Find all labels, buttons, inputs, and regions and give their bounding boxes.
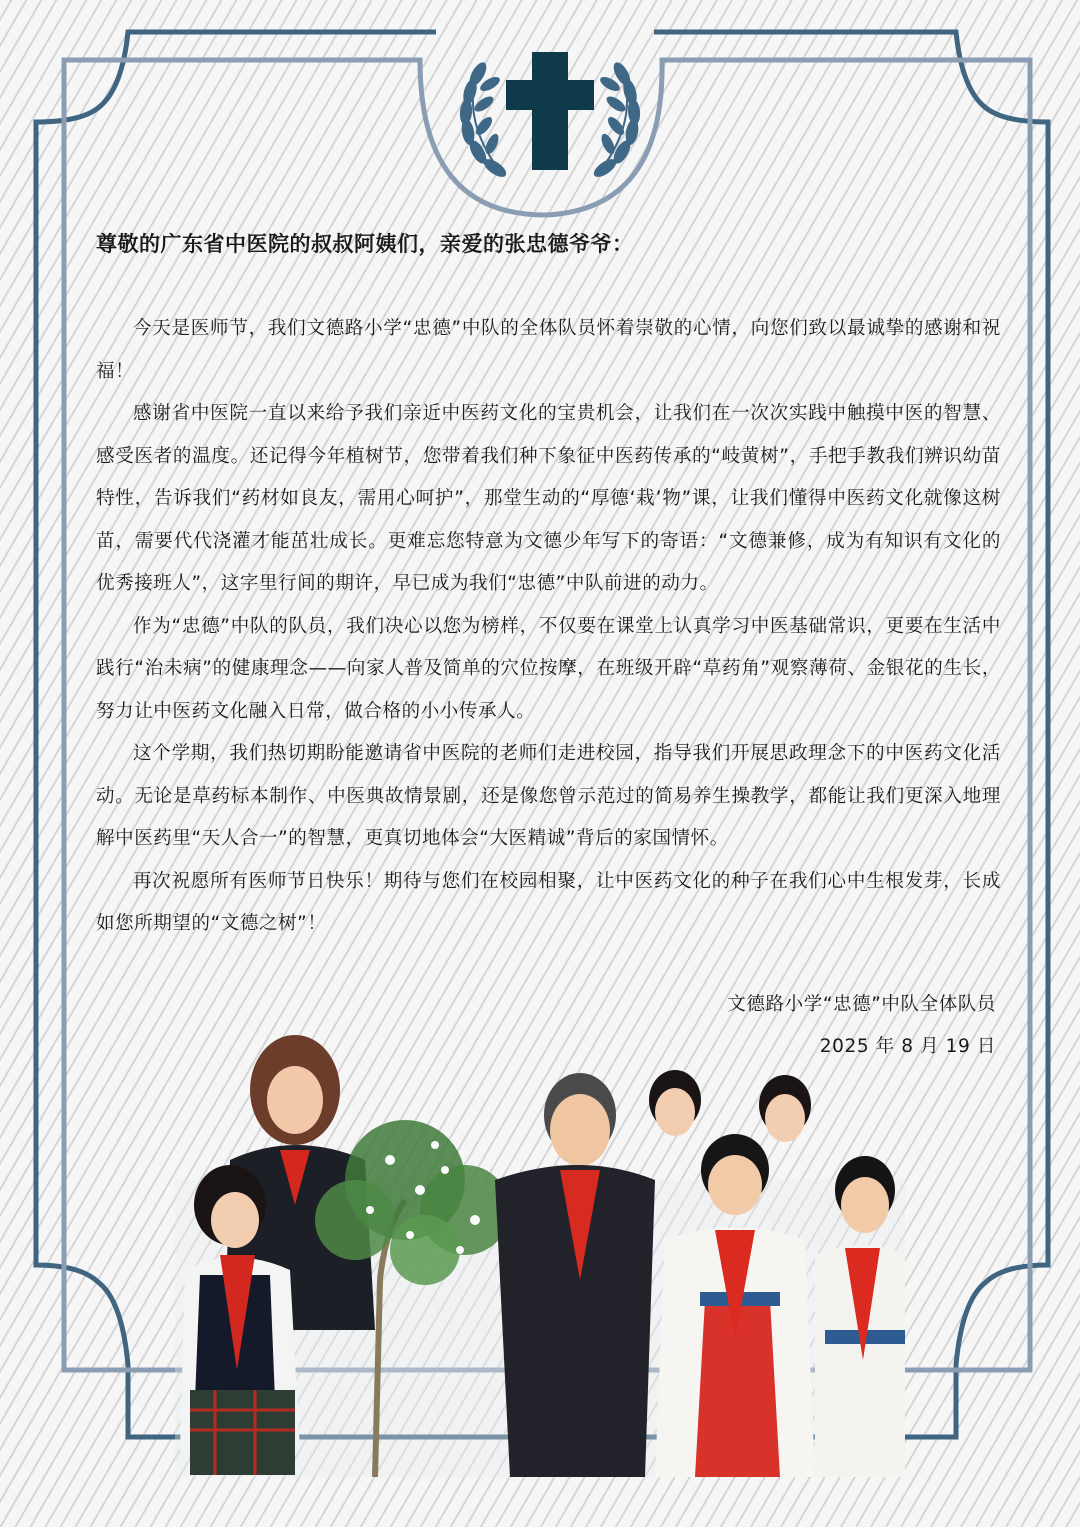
signature-date: 2025 年 8 月 19 日 — [819, 1036, 996, 1057]
letter-body — [96, 308, 1001, 946]
signature-name: 文德路小学“忠德”中队全体队员 — [727, 994, 996, 1015]
person-girls-back — [649, 1070, 811, 1142]
letter-paragraph: 感谢省中医院一直以来给予我们亲近中医药文化的宝贵机会，让我们在一次次实践中触摸中医的智慧、感受医者的温度。还记得今年植树节，您带着我们种下象征中医药传承的“岐黄树”，手把手教我们辨识幼苗特性，告诉我们“药材如良友，需用心呵护”，那堂生动的“厚德‘栽’物”课，让我们懂得中医药文化就像这树苗，需要代代浇灌才能茁壮成长。更难忘您特意为文德少年写下的寄语：“文德兼修，成为有知识有文化的优秀接班人”，这字里行间的期许，早已成为我们“忠德”中队前进的动力。 — [96, 403, 1001, 594]
letter-paragraph: 作为“忠德”中队的队员，我们决心以您为榜样，不仅要在课堂上认真学习中医基础常识，更要在生活中践行“治未病”的健康理念——向家人普及简单的穴位按摩，在班级开辟“草药角”观察薄荷、金银花的生长，努力让中医药文化融入日常，做合格的小小传承人。 — [96, 615, 1001, 722]
person-elderly-man — [495, 1073, 655, 1477]
laurel-left-icon — [459, 60, 509, 181]
letter-paragraph: 这个学期，我们热切期盼能邀请省中医院的老师们走进校园，指导我们开展思政理念下的中医药文化活动。无论是草药标本制作、中医典故情景剧，还是像您曾示范过的简易养生操教学，都能让我们更深入地理解中医药里“天人合一”的智慧，更真切地体会“大医精诚”背后的家国情怀。 — [96, 743, 1001, 849]
laurel-right-icon — [591, 60, 641, 181]
cross-icon — [506, 52, 594, 170]
letter-paragraph: 再次祝愿所有医师节日快乐！期待与您们在校园相聚，让中医药文化的种子在我们心中生根发芽，长成如您所期望的“文德之树”！ — [96, 870, 1001, 934]
cross-with-laurel-wreath-icon — [440, 40, 660, 190]
group-photo — [175, 1030, 905, 1477]
letter-salutation: 尊敬的广东省中医院的叔叔阿姨们，亲爱的张忠德爷爷： — [96, 232, 634, 256]
letter-paragraph: 今天是医师节，我们文德路小学“忠德”中队的全体队员怀着崇敬的心情，向您们致以最诚挚的感谢和祝福！ — [96, 318, 1001, 382]
